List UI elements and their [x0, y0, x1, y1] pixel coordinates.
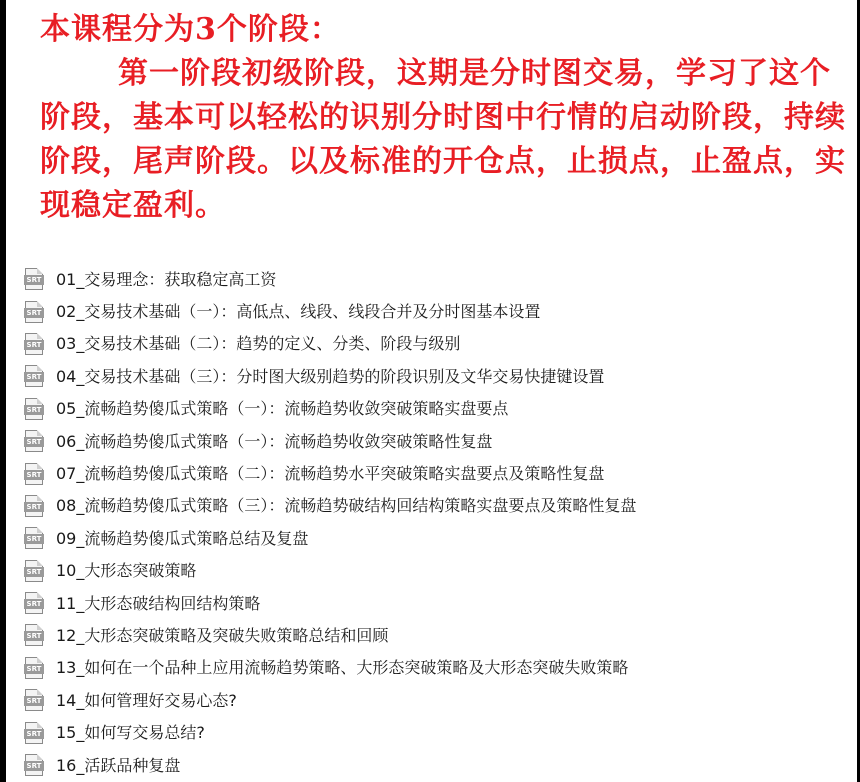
srt-tag: SRT — [24, 534, 44, 544]
srt-tag: SRT — [24, 372, 44, 382]
file-list — [24, 262, 636, 780]
srt-tag: SRT — [24, 599, 44, 609]
file-name: 06_流畅趋势傻瓜式策略（一）：流畅趋势收敛突破策略性复盘 — [56, 431, 493, 451]
srt-file-icon — [24, 397, 44, 419]
srt-tag: SRT — [24, 502, 44, 512]
file-list-item[interactable] — [24, 359, 636, 391]
srt-tag: SRT — [24, 567, 44, 577]
file-list-item[interactable] — [24, 618, 636, 650]
srt-tag: SRT — [24, 437, 44, 447]
file-list-item[interactable] — [24, 456, 636, 488]
srt-file-icon — [24, 623, 44, 645]
srt-file-icon — [24, 364, 44, 386]
srt-file-icon — [24, 462, 44, 484]
srt-file-icon — [24, 656, 44, 678]
srt-tag: SRT — [24, 405, 44, 415]
file-list-item[interactable] — [24, 489, 636, 521]
srt-tag: SRT — [24, 470, 44, 480]
file-name: 02_交易技术基础（一）：高低点、线段、线段合并及分时图基本设置 — [56, 302, 541, 322]
file-name: 14_如何管理好交易心态? — [56, 690, 237, 710]
srt-file-icon — [24, 429, 44, 451]
file-name: 13_如何在一个品种上应用流畅趋势策略、大形态突破策略及大形态突破失败策略 — [56, 658, 629, 678]
file-list-item[interactable] — [24, 424, 636, 456]
file-name: 11_大形态破结构回结构策略 — [56, 593, 261, 613]
srt-file-icon — [24, 753, 44, 775]
file-name: 07_流畅趋势傻瓜式策略（二）：流畅趋势水平突破策略实盘要点及策略性复盘 — [56, 464, 605, 484]
file-list-item[interactable] — [24, 554, 636, 586]
srt-file-icon — [24, 332, 44, 354]
file-list-item[interactable] — [24, 683, 636, 715]
file-list-item[interactable] — [24, 586, 636, 618]
file-list-item[interactable] — [24, 748, 636, 780]
srt-file-icon — [24, 688, 44, 710]
file-name: 01_交易理念：获取稳定高工资 — [56, 269, 277, 289]
srt-file-icon — [24, 559, 44, 581]
file-name: 12_大形态突破策略及突破失败策略总结和回顾 — [56, 625, 389, 645]
srt-file-icon — [24, 267, 44, 289]
file-name: 15_如何写交易总结? — [56, 723, 205, 743]
file-name: 16_活跃品种复盘 — [56, 755, 181, 775]
srt-tag: SRT — [24, 308, 44, 318]
srt-file-icon — [24, 300, 44, 322]
srt-tag: SRT — [24, 696, 44, 706]
srt-tag: SRT — [24, 275, 44, 285]
srt-tag: SRT — [24, 631, 44, 641]
file-name: 10_大形态突破策略 — [56, 561, 197, 581]
file-name: 05_流畅趋势傻瓜式策略（一）：流畅趋势收敛突破策略实盘要点 — [56, 399, 509, 419]
file-list-item[interactable] — [24, 392, 636, 424]
srt-tag: SRT — [24, 340, 44, 350]
srt-tag: SRT — [24, 761, 44, 771]
srt-file-icon — [24, 721, 44, 743]
file-list-item[interactable] — [24, 262, 636, 294]
srt-file-icon — [24, 494, 44, 516]
file-list-item[interactable] — [24, 715, 636, 747]
srt-tag: SRT — [24, 664, 44, 674]
file-name: 08_流畅趋势傻瓜式策略（三）：流畅趋势破结构回结构策略实盘要点及策略性复盘 — [56, 496, 637, 516]
file-list-item[interactable] — [24, 294, 636, 326]
intro-paragraph: 第一阶段初级阶段，这期是分时图交易，学习了这个阶段，基本可以轻松的识别分时图中行情的启动阶段，持续阶段，尾声阶段。以及标准的开仓点，止损点，止盈点，实现稳定盈利。 — [40, 56, 846, 223]
file-list-item[interactable] — [24, 521, 636, 553]
course-intro — [40, 8, 852, 228]
srt-file-icon — [24, 591, 44, 613]
file-list-item[interactable] — [24, 651, 636, 683]
file-name: 04_交易技术基础（三）：分时图大级别趋势的阶段识别及文华交易快捷键设置 — [56, 366, 605, 386]
file-list-item[interactable] — [24, 327, 636, 359]
intro-heading: 本课程分为3个阶段： — [40, 12, 341, 47]
srt-file-icon — [24, 526, 44, 548]
srt-tag: SRT — [24, 729, 44, 739]
screenshot-frame — [6, 0, 857, 782]
file-name: 09_流畅趋势傻瓜式策略总结及复盘 — [56, 528, 309, 548]
file-name: 03_交易技术基础（二）：趋势的定义、分类、阶段与级别 — [56, 334, 461, 354]
